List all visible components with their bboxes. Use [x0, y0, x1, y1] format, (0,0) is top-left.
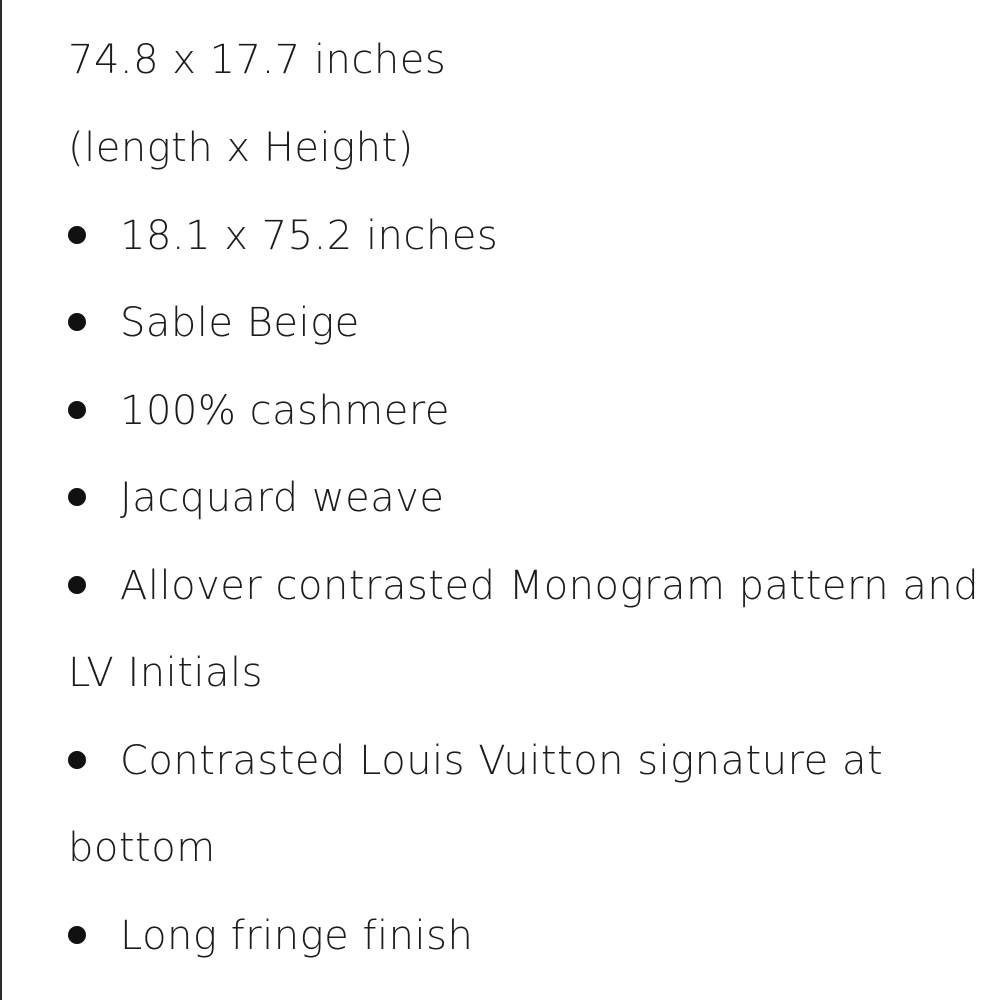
list-item-text: 18.1 x 75.2 inches — [120, 213, 499, 259]
bullet-icon — [68, 313, 86, 331]
list-item-continuation: LV Initials — [68, 650, 263, 696]
bullet-icon — [68, 226, 86, 244]
bullet-icon — [68, 488, 86, 506]
list-item-text: 100% cashmere — [120, 388, 451, 434]
list-item-continuation: bottom — [68, 825, 216, 871]
list-item-text: Contrasted Louis Vuitton signature at — [120, 738, 884, 784]
bullet-icon — [68, 401, 86, 419]
dimensions-text: 74.8 x 17.7 inches — [68, 37, 447, 83]
dimensions-note: (length x Height) — [68, 125, 414, 171]
list-item-text: Long fringe finish — [120, 913, 474, 959]
bullet-icon — [68, 926, 86, 944]
list-item-text: Jacquard weave — [120, 475, 445, 521]
list-item-text: Allover contrasted Monogram pattern and — [120, 563, 980, 609]
list-item-text: Sable Beige — [120, 300, 360, 346]
bullet-icon — [68, 751, 86, 769]
bullet-icon — [68, 576, 86, 594]
